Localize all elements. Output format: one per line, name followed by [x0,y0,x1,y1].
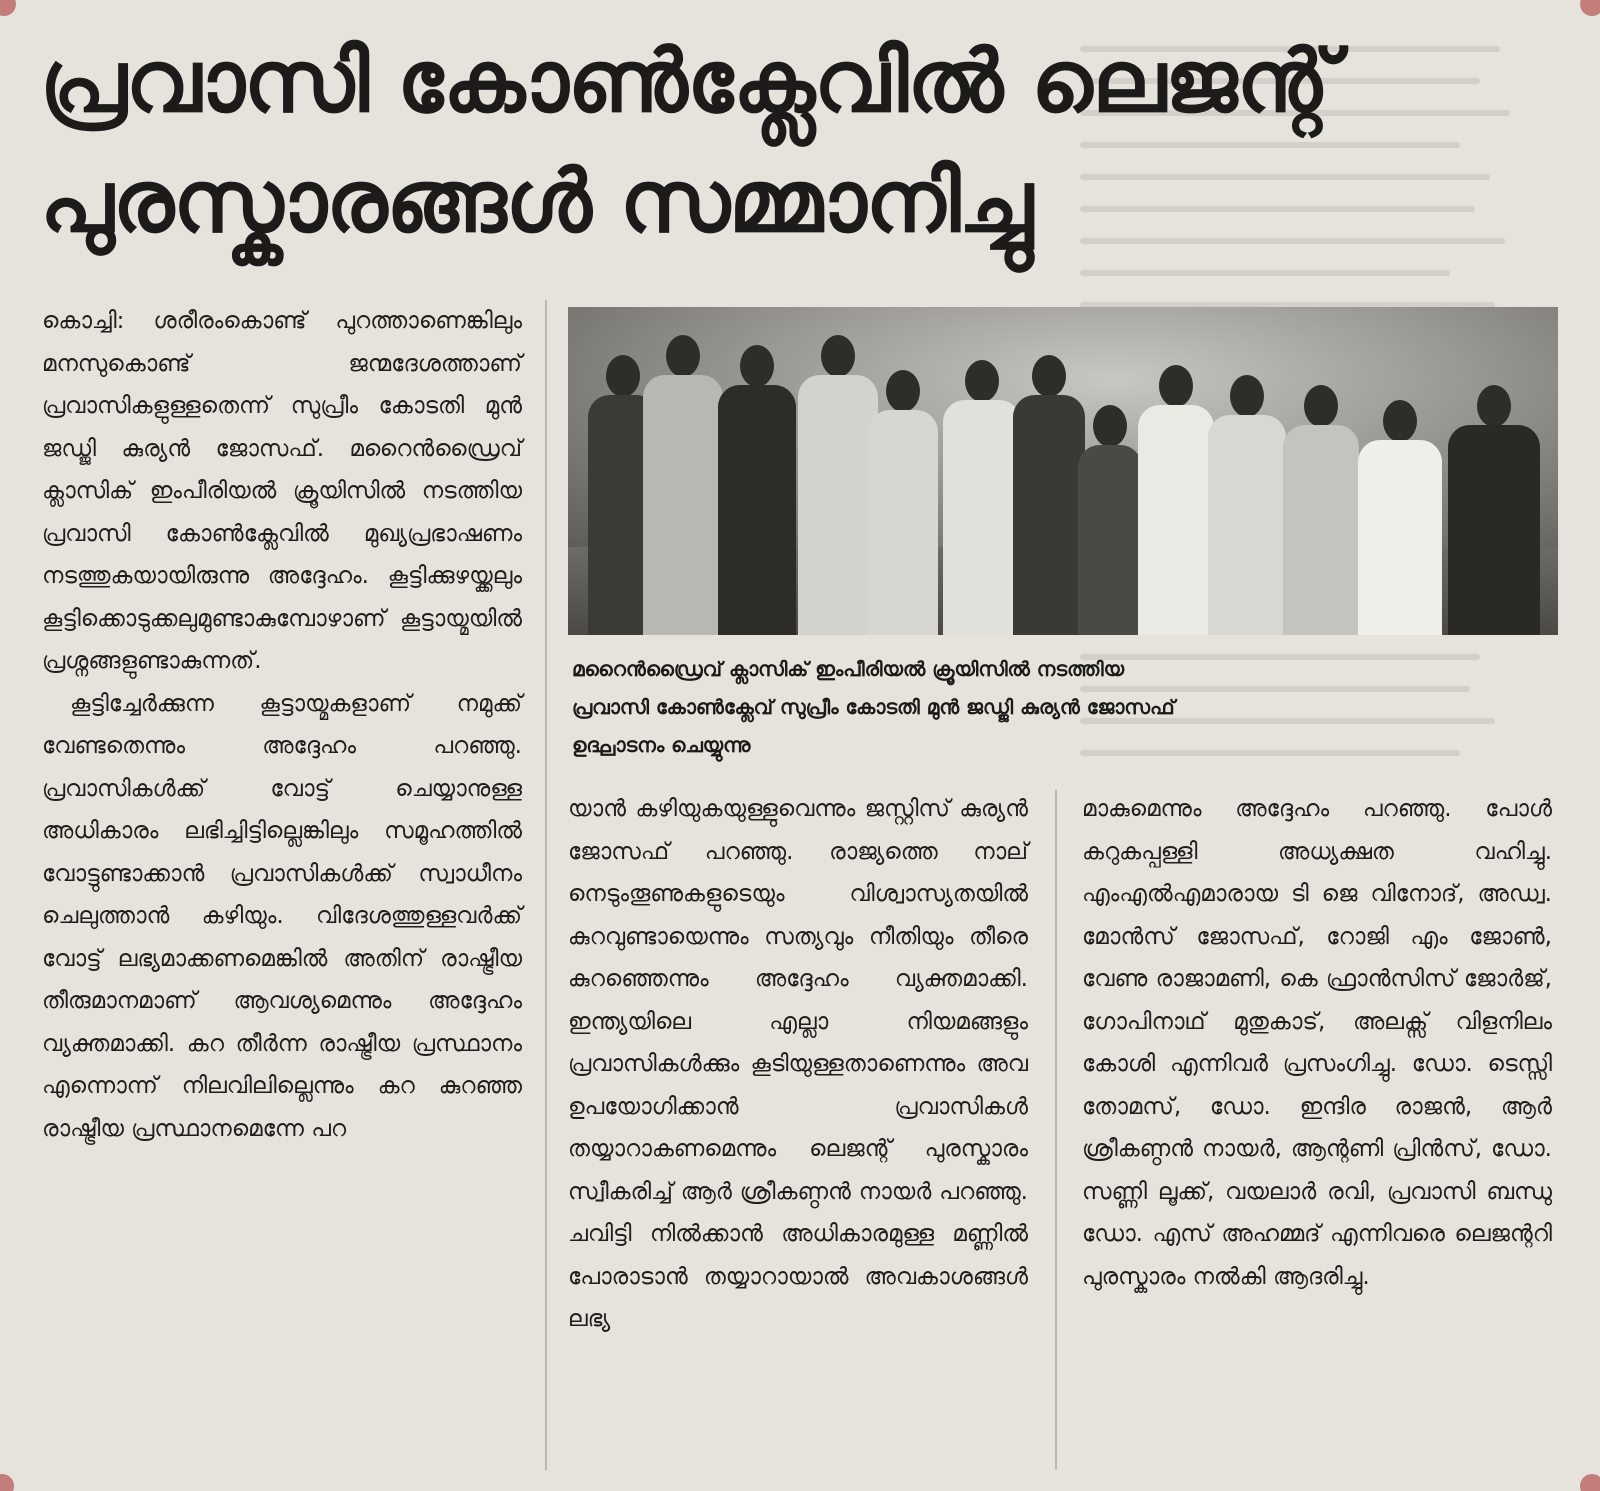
person-silhouette [868,370,938,635]
caption-line: മറൈൻഡ്രൈവ് ക്ലാസിക് ഇംപീരിയൽ ക്രൂയിസിൽ നടത്തിയ [572,657,1125,681]
person-silhouette [1283,385,1359,635]
person-silhouette [1013,355,1085,635]
headline-line-2: പുരസ്കാരങ്ങൾ സമ്മാനിച്ചു [40,152,1033,252]
headline-line-1: പ്രവാസി കോൺക്ലേവിൽ ലെജന്റ് [40,32,1337,132]
person-silhouette [943,360,1021,635]
person-silhouette [643,335,723,635]
article-paragraph: കൂട്ടിച്ചേർക്കുന്ന കൂട്ടായ്മകളാണ് നമുക്ക് വേണ്ടതെന്നും അദ്ദേഹം പറഞ്ഞു. പ്രവാസികൾക്ക് വോട്ട് ചെയ്യാനുള്ള അധികാരം ലഭിച്ചിട്ടില്ലെങ്കിലും സമൂഹത്തിൽ വോട്ടുണ്ടാക്കാൻ പ്രവാസികൾക്ക് സ്വാധീനം ചെലുത്താൻ കഴിയും. വിദേശത്തുള്ളവർക്ക് വോട്ട് ലഭ്യമാക്കണമെങ്കിൽ അതിന് രാഷ്ട്രീയ തീരുമാനമാണ് ആവശ്യമെന്നും അദ്ദേഹം വ്യക്തമാക്കി. കറ തീർന്ന രാഷ്ട്രീയ പ്രസ്ഥാനം എന്നൊന്ന് നിലവിലില്ലെന്നും കറ കുറഞ്ഞ രാഷ്ട്രീയ പ്രസ്ഥാനമെന്നേ പറ [42,690,522,1142]
page-corner-mark [1580,0,1600,16]
photo-caption [572,650,1562,764]
caption-line: ഉദ്ഘാടനം ചെയ്യുന്നു [572,733,751,757]
column-rule [1055,790,1057,1470]
person-silhouette [1208,375,1286,635]
person-silhouette [1138,365,1214,635]
page-corner-mark [0,1474,14,1491]
article-paragraph: യാൻ കഴിയുകയുള്ളുവെന്നും ജസ്റ്റിസ് കുര്യൻ ജോസഫ് പറഞ്ഞു. രാജ്യത്തെ നാല് നെടുംതൂണുകളുടെയും വിശ്വാസ്യതയിൽ കുറവുണ്ടായെന്നും സത്യവും നീതിയും തീരെ കുറഞ്ഞെന്നും അദ്ദേഹം വ്യക്തമാക്കി. ഇന്ത്യയിലെ എല്ലാ നിയമങ്ങളും പ്രവാസികൾക്കും കൂടിയുള്ളതാണെന്നും അവ ഉപയോഗിക്കാൻ പ്രവാസികൾ തയ്യാറാകണമെന്നും ലെജന്റ് പുരസ്കാരം സ്വീകരിച്ച് ആർ ശ്രീകണ്ഠൻ നായർ പറഞ്ഞു. ചവിട്ടി നിൽക്കാൻ അധികാരമുള്ള മണ്ണിൽ പോരാടാൻ തയ്യാറായാൽ അവകാശങ്ങൾ ലഭ്യ [568,796,1028,1332]
page-corner-mark [1580,1474,1600,1491]
person-silhouette [798,335,878,635]
column-rule [545,300,547,1470]
person-silhouette [718,345,796,635]
article-paragraph: കൊച്ചി: ശരീരംകൊണ്ട് പുറത്താണെങ്കിലും മനസുകൊണ്ട് ജന്മദേശത്താണ് പ്രവാസികളുള്ളതെന്ന് സുപ്രീം കോടതി മുൻ ജഡ്ജി കുര്യൻ ജോസഫ്. മറൈൻഡ്രൈവ് ക്ലാസിക് ഇംപീരിയൽ ക്രൂയിസിൽ നടത്തിയ പ്രവാസി കോൺക്ലേവിൽ മുഖ്യപ്രഭാഷണം നടത്തുകയായിരുന്നു അദ്ദേഹം. കൂട്ടിക്കുഴയ്ക്കലും കൂട്ടിക്കൊടുക്കലുമുണ്ടാകുമ്പോഴാണ് കൂട്ടായ്മയിൽ പ്രശ്നങ്ങളുണ്ടാകുന്നത്. [42,308,522,674]
article-column-3 [1082,788,1552,1298]
headline [40,22,1337,292]
person-silhouette [1448,385,1540,635]
person-silhouette [1078,405,1142,635]
person-silhouette [1358,400,1442,635]
article-column-1 [42,300,522,1150]
event-photo [568,307,1558,635]
page-corner-mark [0,0,16,16]
article-column-2 [568,788,1028,1341]
caption-line: പ്രവാസി കോൺക്ലേവ് സുപ്രീം കോടതി മുൻ ജഡ്ജി കുര്യൻ ജോസഫ് [572,695,1175,719]
article-paragraph: മാകുമെന്നും അദ്ദേഹം പറഞ്ഞു. പോൾ കറുകപ്പള്ളി അധ്യക്ഷത വഹിച്ചു. എംഎൽഎമാരായ ടി ജെ വിനോദ്, അഡ്വ. മോൻസ് ജോസഫ്, റോജി എം ജോൺ, വേണു രാജാമണി, കെ ഫ്രാൻസിസ് ജോർജ്, ഗോപിനാഥ് മുതുകാട്, അലക്സ് വിളനിലം കോശി എന്നിവർ പ്രസംഗിച്ചു. ഡോ. ടെസ്സി തോമസ്, ഡോ. ഇന്ദിര രാജൻ, ആർ ശ്രീകണ്ഠൻ നായർ, ആന്റണി പ്രിൻസ്, ഡോ. സണ്ണി ലൂക്ക്, വയലാർ രവി, പ്രവാസി ബന്ധു ഡോ. എസ് അഹമ്മദ് എന്നിവരെ ലെജന്ററി പുരസ്കാരം നൽകി ആദരിച്ചു. [1082,796,1552,1290]
